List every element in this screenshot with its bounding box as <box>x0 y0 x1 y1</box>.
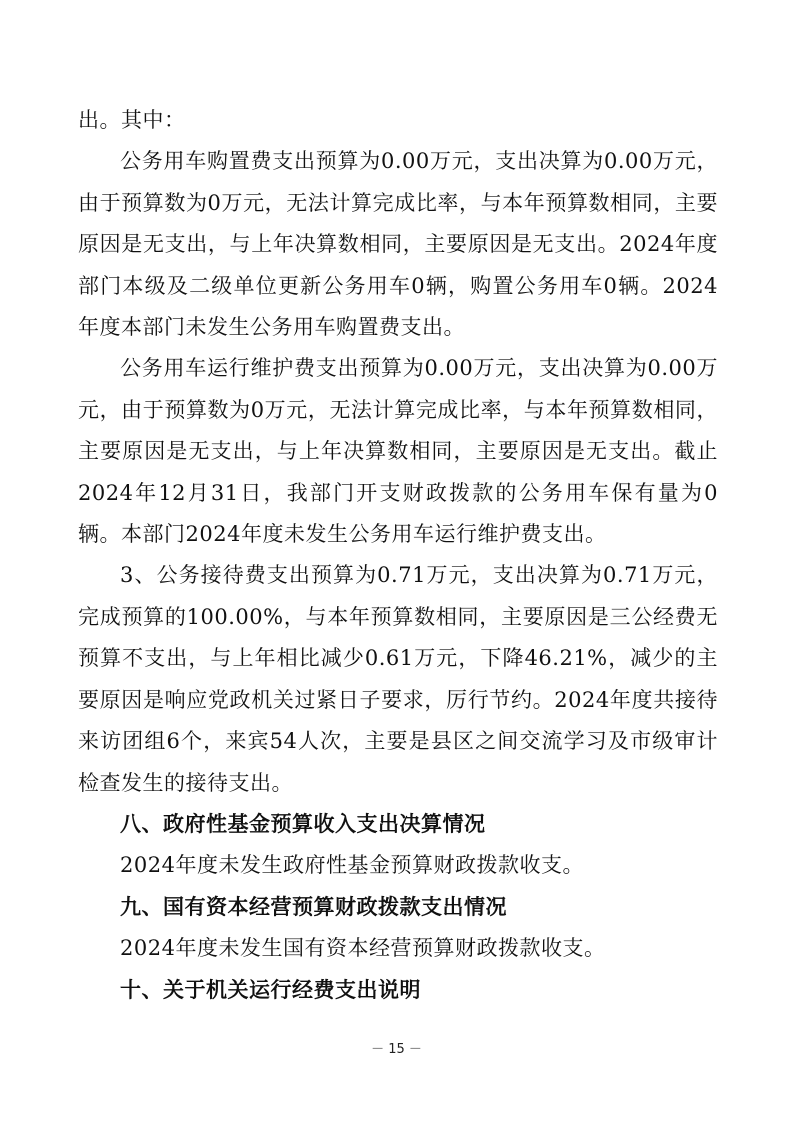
section-heading-state-capital: 九、国有资本经营预算财政拨款支出情况 <box>120 894 507 919</box>
paragraph-vehicle-maintenance: 公务用车运行维护费支出预算为0.00万元，支出决算为0.00万元，由于预算数为0万元，无法计算完成比率，与本年预算数相同，主要原因是无支出，与上年决算数相同，主要原因是无支出。截止2024年12月31日，我部门开支财政拨款的公务用车保有量为0辆。本部门2024年度未发生公务用车运行维护费支出。 <box>78 356 718 547</box>
section-body-government-fund: 2024年度未发生政府性基金预算财政拨款收支。 <box>120 853 584 878</box>
paragraph-vehicle-purchase: 公务用车购置费支出预算为0.00万元，支出决算为0.00万元，由于预算数为0万元，无法计算完成比率，与本年预算数相同，主要原因是无支出，与上年决算数相同，主要原因是无支出。2024年度部门本级及二级单位更新公务用车0辆，购置公务用车0辆。2024年度本部门未发生公务用车购置费支出。 <box>78 149 718 340</box>
section-heading-government-fund: 八、政府性基金预算收入支出决算情况 <box>120 811 486 836</box>
section-body-state-capital: 2024年度未发生国有资本经营预算财政拨款收支。 <box>120 936 606 961</box>
paragraph-reception-expense: 3、公务接待费支出预算为0.71万元，支出决算为0.71万元，完成预算的100.00%，与本年预算数相同，主要原因是三公经费无预算不支出，与上年相比减少0.61万元，下降46.21%，减少的主要原因是响应党政机关过紧日子要求，厉行节约。2024年度共接待来访团组6个，来宾54人次，主要是县区之间交流学习及市级审计检查发生的接待支出。 <box>78 563 718 795</box>
page-number: － 15 － <box>371 1042 422 1057</box>
section-heading-operating-expenses: 十、关于机关运行经费支出说明 <box>120 977 421 1002</box>
paragraph-continuation: 出。其中： <box>78 108 186 132</box>
document-page <box>78 100 718 1011</box>
